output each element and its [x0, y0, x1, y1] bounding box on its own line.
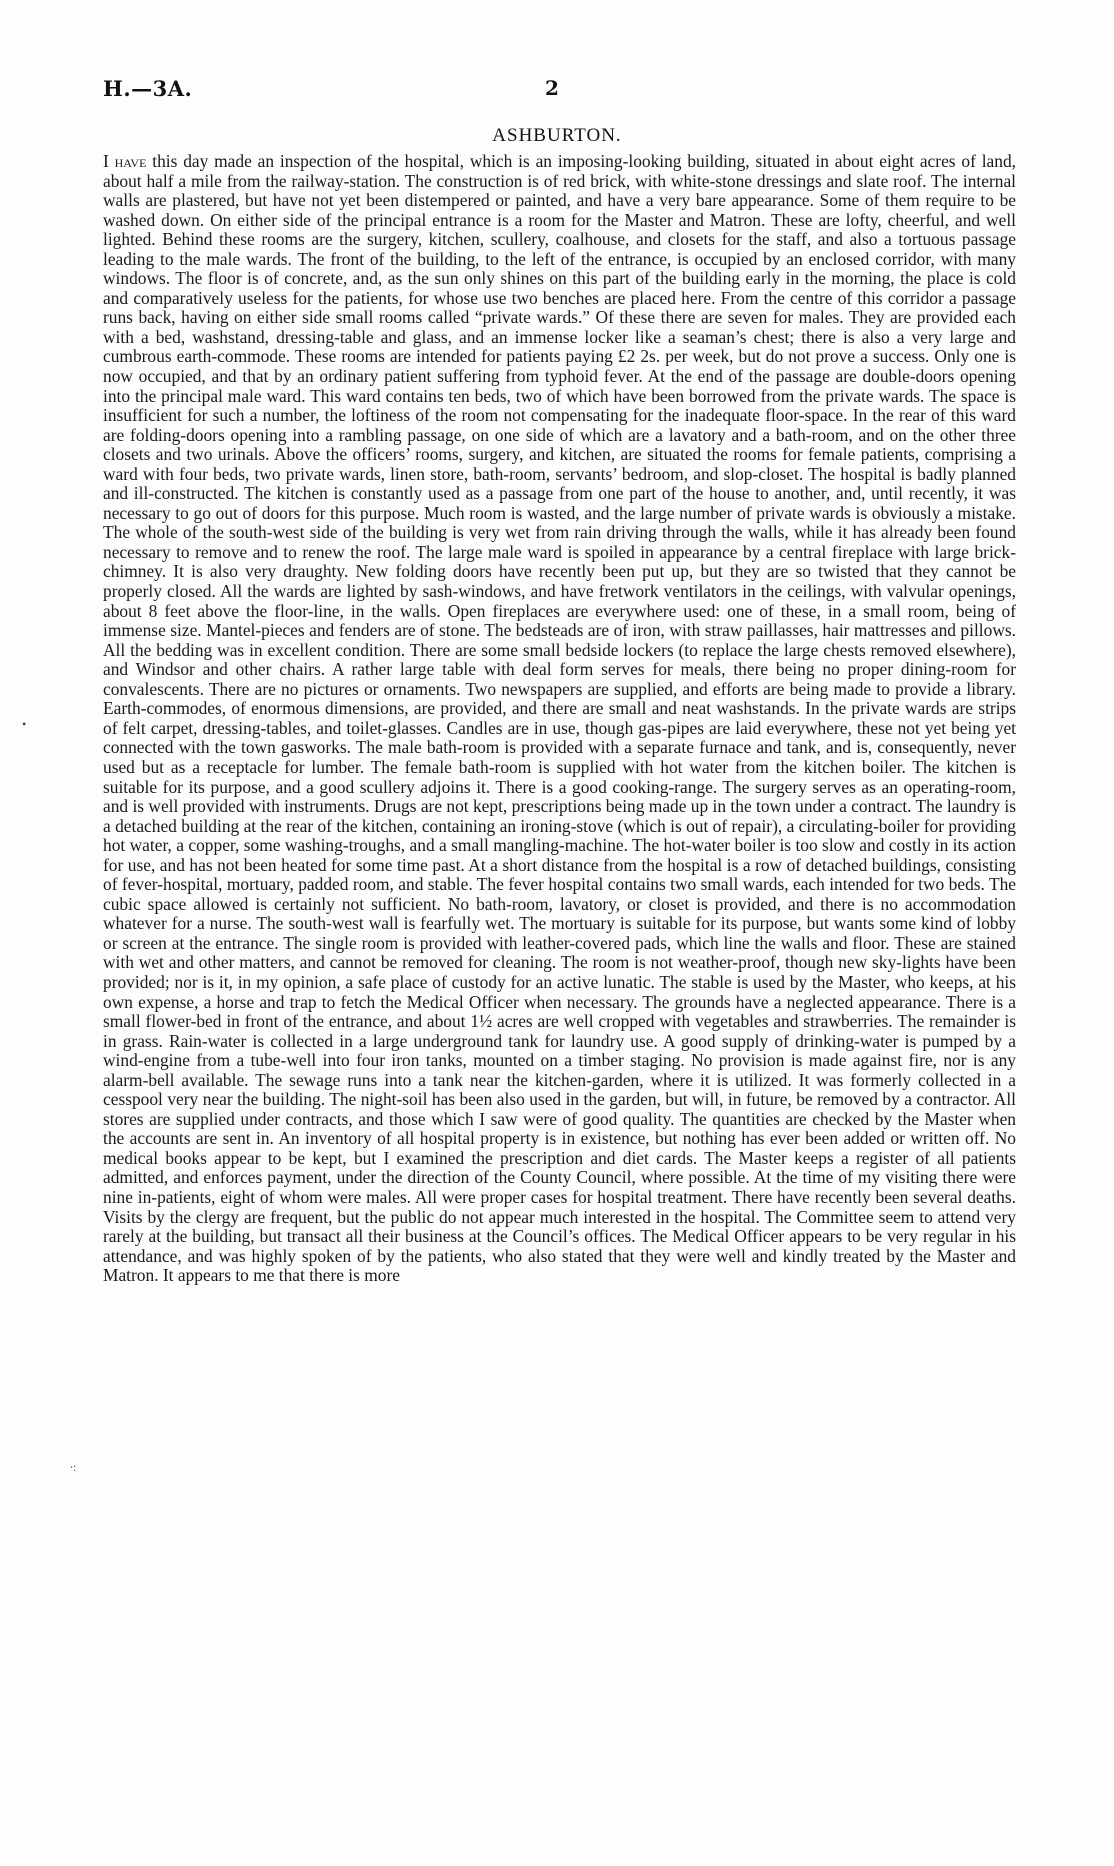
document-reference: H.—3A.: [103, 76, 193, 101]
opening-words: I have: [103, 151, 147, 171]
margin-dot-mark: •: [22, 717, 27, 731]
page-header: [103, 76, 1023, 112]
section-title: ASHBURTON.: [492, 125, 622, 146]
report-paragraph: [103, 152, 1016, 1286]
paragraph-text: this day made an inspection of the hospital, which is an imposing-looking building, situated in about eight acres of land, about half a mile from the railway-station. The construction is of red brick, with white-stone dressings and slate roof. The internal walls are plastered, but have not yet been distempered or painted, and have a very bare appearance. Some of them require to be washed down. On either side of the principal entrance is a room for the Master and Matron. These are lofty, cheerful, and well lighted. Behind these rooms are the surgery, kitchen, scullery, coalhouse, and closets for the staff, and also a tortuous passage leading to the male wards. The front of the building, to the left of the entrance, is occupied by an enclosed corridor, with many windows. The floor is of concrete, and, as the sun only shines on this part of the building early in the morning, the place is cold and comparatively useless for the patients, for whose use two benches are placed here. From the centre of this corridor a passage runs back, having on either side small rooms called “private wards.” Of these there are seven for males. They are provided each with a bed, washstand, dressing-table and glass, and an immense locker like a seaman’s chest; there is also a very large and cumbrous earth-commode. These rooms are intended for patients paying £2 2s. per week, but do not prove a success. Only one is now occupied, and that by an ordinary patient suffering from typhoid fever. At the end of the passage are double-doors opening into the principal male ward. This ward contains ten beds, two of which have been borrowed from the private wards. The space is insufficient for such a number, the loftiness of the room not compensating for the inadequate floor-space. In the rear of this ward are folding-doors opening into a rambling passage, on one side of which are a lavatory and a bath-room, and on the other three closets and two urinals. Above the officers’ rooms, surgery, and kitchen, are situated the rooms for female patients, comprising a ward with four beds, two private wards, linen store, bath-room, servants’ bedroom, and slop-closet. The hospital is badly planned and ill-constructed. The kitchen is constantly used as a passage from one part of the house to another, and, until recently, it was necessary to go out of doors for this purpose. Much room is wasted, and the large number of private wards is obviously a mistake. The whole of the south-west side of the building is very wet from rain driving through the walls, while it has already been found necessary to remove and to renew the roof. The large male ward is spoiled in appearance by a central fireplace with large brick-chimney. It is also very draughty. New folding doors have recently been put up, but they are so twisted that they cannot be properly closed. All the wards are lighted by sash-windows, and have fretwork ventilators in the ceilings, with valvular openings, about 8 feet above the floor-line, in the walls. Open fireplaces are everywhere used: one of these, in a small room, being of immense size. Mantel-pieces and fenders are of stone. The bedsteads are of iron, with straw paillasses, hair mattresses and pillows. All the bedding was in excellent condition. There are some small bedside lockers (to replace the large chests removed elsewhere), and Windsor and other chairs. A rather large table with deal form serves for meals, there being no proper dining-room for convalescents. There are no pictures or ornaments. Two newspapers are supplied, and efforts are being made to provide a library. Earth-commodes, of enormous dimensions, are provided, and there are small and neat washstands. In the private wards are strips of felt carpet, dressing-tables, and toilet-glasses. Candles are in use, though gas-pipes are laid everywhere, these not yet being yet connected with the town gasworks. The male bath-room is provided with a separate furnace and tank, and is, consequently, never used but as a receptacle for lumber. The female bath-room is supplied with hot water from the kitchen boiler. The kitchen is suitable for its purpose, and a good scullery adjoins it. There is a good cooking-range. The surgery serves as an operating-room, and is well provided with instruments. Drugs are not kept, prescriptions being made up in the town under a contract. The laundry is a detached building at the rear of the kitchen, containing an ironing-stove (which is out of repair), a circulating-boiler for providing hot water, a copper, some washing-troughs, and a small mangling-machine. The hot-water boiler is too slow and costly in its action for use, and has not been heated for some time past. At a short distance from the hospital is a row of detached buildings, consisting of fever-hospital, mortuary, padded room, and stable. The fever hospital contains two small wards, each intended for two beds. The cubic space allowed is certainly not sufficient. No bath-room, lavatory, or closet is provided, and there is no accommodation whatever for a nurse. The south-west wall is fearfully wet. The mortuary is suitable for its purpose, but wants some kind of lobby or screen at the entrance. The single room is provided with leather-covered pads, which line the walls and floor. These are stained with wet and other matters, and cannot be removed for cleaning. The room is not weather-proof, though new sky-lights have been provided; nor is it, in my opinion, a safe place of custody for an active lunatic. The stable is used by the Master, who keeps, at his own expense, a horse and trap to fetch the Medical Officer when necessary. The grounds have a neglected appearance. There is a small flower-bed in front of the entrance, and about 1½ acres are well cropped with vegetables and strawberries. The remainder is in grass. Rain-water is collected in a large underground tank for laundry use. A good supply of drinking-water is pumped by a wind-engine from a tube-well into four iron tanks, mounted on a timber staging. No provision is made against fire, nor is any alarm-bell available. The sewage runs into a tank near the kitchen-garden, where it is utilized. It was formerly collected in a cesspool very near the building. The night-soil has been also used in the garden, but will, in future, be removed by a contractor. All stores are supplied under contracts, and those which I saw were of good quality. The quantities are checked by the Master when the accounts are sent in. An inventory of all hospital property is in existence, but nothing has ever been added or written off. No medical books appear to be kept, but I examined the prescription and diet cards. The Master keeps a register of all patients admitted, and enforces payment, under the direction of the County Council, where possible. At the time of my visiting there were nine in-patients, eight of whom were males. All were proper cases for hospital treatment. There have recently been several deaths. Visits by the clergy are frequent, but the public do not appear much interested in the hospital. The Committee seem to attend very rarely at the building, but transact all their business at the Council’s offices. The Medical Officer appears to be very regular in his attendance, and was highly spoken of by the patients, who also stated that they were well and kindly treated by the Master and Matron. It appears to me that there is more: [103, 151, 1016, 1286]
page-number: 2: [545, 76, 559, 100]
margin-smudge-mark: ∙:: [70, 1460, 77, 1474]
